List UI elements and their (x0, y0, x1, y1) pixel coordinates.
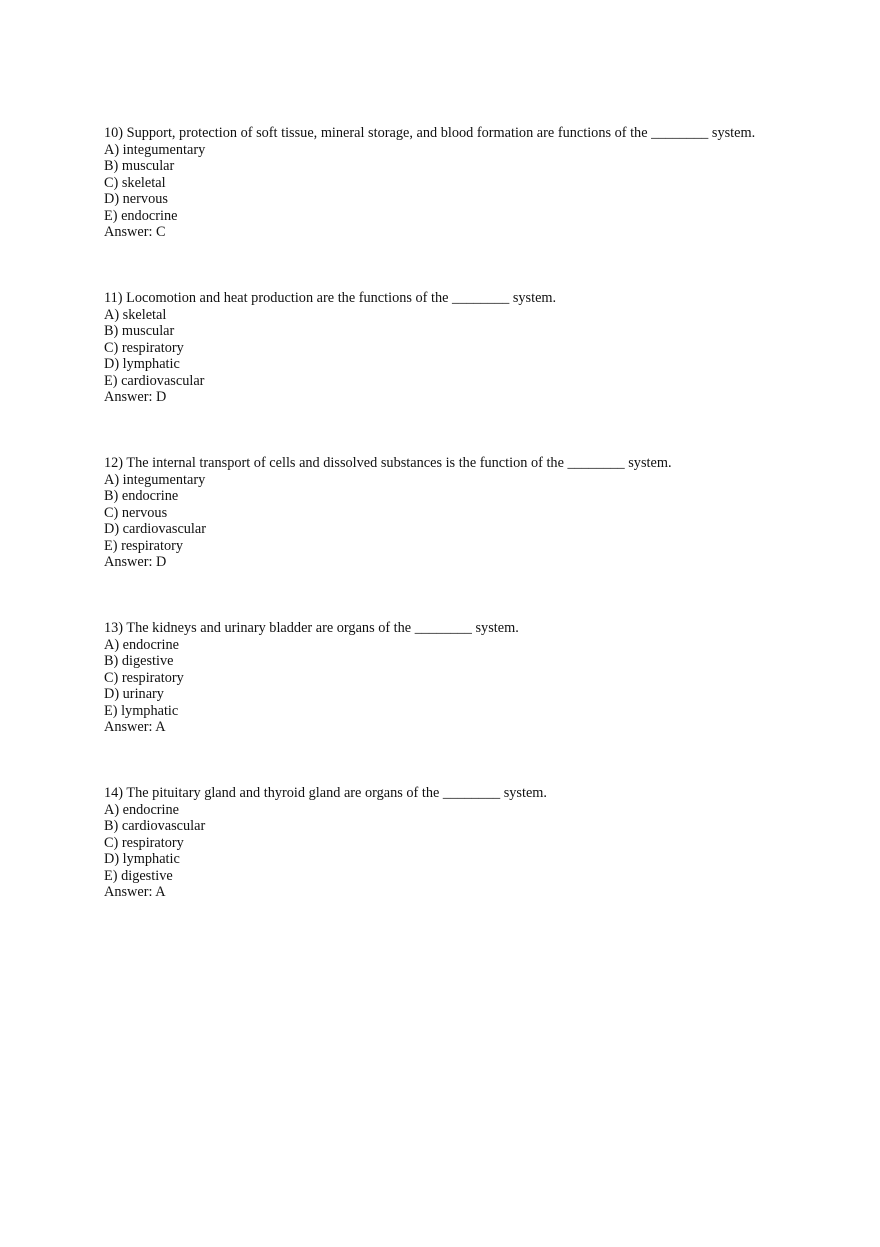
option-d: D) urinary (104, 686, 164, 702)
question-12 (104, 455, 844, 571)
question-14 (104, 785, 844, 901)
answer-line: Answer: A (104, 719, 166, 735)
option-b: B) endocrine (104, 488, 179, 504)
question-11 (104, 290, 844, 406)
question-stem: 13) The kidneys and urinary bladder are organs of the ________ system. (104, 620, 519, 636)
option-b: B) muscular (104, 323, 175, 339)
answer-line: Answer: C (104, 224, 166, 240)
option-e: E) respiratory (104, 537, 183, 554)
question-stem: 12) The internal transport of cells and dissolved substances is the function of the ________ system. (104, 455, 672, 471)
question-13 (104, 620, 844, 736)
option-b: B) digestive (104, 653, 174, 669)
question-stem: 14) The pituitary gland and thyroid gland are organs of the ________ system. (104, 785, 547, 801)
option-e: E) lymphatic (104, 702, 179, 719)
answer-line: Answer: D (104, 554, 167, 570)
option-a: A) endocrine (104, 636, 180, 653)
question-stem: 10) Support, protection of soft tissue, mineral storage, and blood formation are functions of the ________ system. (104, 125, 756, 141)
option-a: A) integumentary (104, 141, 206, 158)
option-a: A) integumentary (104, 471, 206, 488)
option-a: A) skeletal (104, 306, 167, 323)
answer-line: Answer: D (104, 389, 167, 405)
option-d: D) cardiovascular (104, 521, 207, 537)
question-stem: 11) Locomotion and heat production are the functions of the ________ system. (104, 290, 557, 306)
option-b: B) muscular (104, 158, 175, 174)
option-d: D) lymphatic (104, 356, 180, 372)
option-c: C) respiratory (104, 669, 184, 686)
option-c: C) skeletal (104, 174, 166, 191)
option-c: C) respiratory (104, 834, 184, 851)
answer-line: Answer: A (104, 884, 166, 900)
option-a: A) endocrine (104, 801, 180, 818)
option-e: E) endocrine (104, 207, 178, 224)
option-b: B) cardiovascular (104, 818, 206, 834)
option-c: C) nervous (104, 504, 168, 521)
option-c: C) respiratory (104, 339, 184, 356)
option-e: E) cardiovascular (104, 372, 205, 389)
option-d: D) lymphatic (104, 851, 180, 867)
question-10 (104, 125, 844, 241)
option-d: D) nervous (104, 191, 168, 207)
option-e: E) digestive (104, 867, 173, 884)
